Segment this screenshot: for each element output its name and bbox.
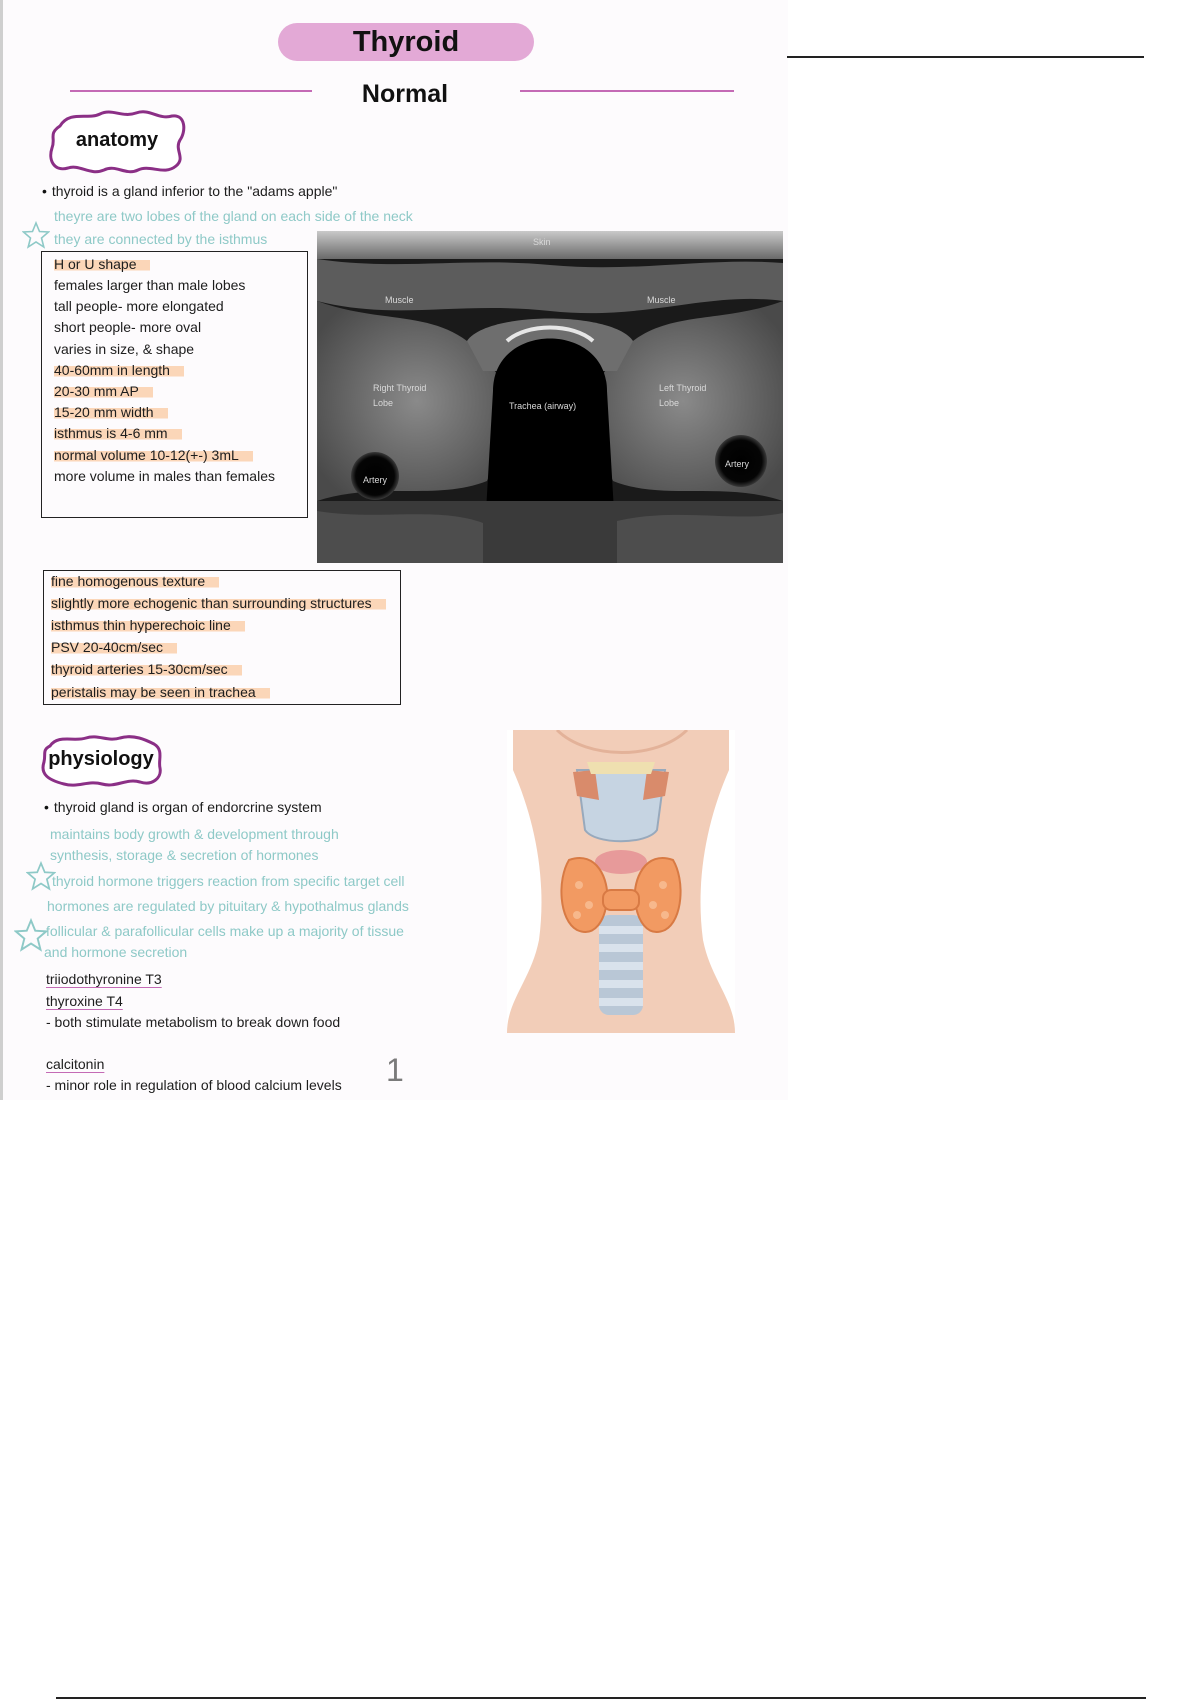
anatomy-teal-line: they are connected by the isthmus: [54, 231, 268, 247]
us-label-skin: Skin: [533, 237, 551, 247]
us-label-left-lobe: Left Thyroid: [659, 383, 707, 393]
echo-fact-line: fine homogenous texture: [51, 573, 219, 589]
us-label-right-lobe: Right Thyroid: [373, 383, 427, 393]
divider-line: [520, 90, 734, 92]
page-subtitle: Normal: [361, 80, 449, 108]
page-number: 1: [386, 1052, 404, 1088]
us-label-trachea: Trachea (airway): [509, 401, 577, 411]
star-icon: [26, 861, 56, 896]
fact-line: varies in size, & shape: [54, 341, 195, 357]
fact-line: 20-30 mm AP: [54, 383, 153, 399]
ultrasound-image: [317, 231, 783, 563]
fact-line: H or U shape: [54, 256, 150, 272]
physiology-teal-line: thyroid hormone triggers reaction from specific target cell: [52, 873, 405, 889]
physiology-heading: [38, 730, 164, 788]
us-label-artery: Artery: [363, 475, 388, 485]
fact-line: 40-60mm in length: [54, 362, 184, 378]
echo-fact-line: isthmus thin hyperechoic line: [51, 617, 245, 633]
physiology-teal-line: hormones are regulated by pituitary & hypothalmus glands: [47, 898, 409, 914]
hormone-note: - both stimulate metabolism to break down food: [46, 1014, 341, 1030]
calcitonin-label: calcitonin: [46, 1056, 105, 1072]
hormone-t3: triiodothyronine T3: [46, 971, 162, 987]
page-title: Thyroid: [278, 23, 534, 61]
anatomy-bullet: • thyroid is a gland inferior to the "adams apple": [42, 182, 337, 200]
fact-line: short people- more oval: [54, 319, 202, 335]
echo-fact-line: PSV 20-40cm/sec: [51, 639, 177, 655]
calcitonin-note: - minor role in regulation of blood calcium levels: [46, 1077, 342, 1093]
divider-line: [787, 56, 1144, 58]
physiology-bullet: • thyroid gland is organ of endorcrine system: [44, 798, 322, 816]
us-label-artery: Artery: [725, 459, 750, 469]
fact-line: more volume in males than females: [54, 468, 275, 484]
anatomy-heading: [46, 104, 188, 176]
fact-line: isthmus is 4-6 mm: [54, 425, 182, 441]
us-label-muscle: Muscle: [385, 295, 414, 305]
us-label-muscle: Muscle: [647, 295, 676, 305]
hormone-t4: thyroxine T4: [46, 993, 123, 1009]
echo-fact-line: thyroid arteries 15-30cm/sec: [51, 661, 242, 677]
thyroid-illustration: [507, 730, 735, 1033]
anatomy-heading-label: anatomy: [75, 128, 159, 151]
physiology-teal-line: maintains body growth & development through: [50, 826, 339, 842]
physiology-teal-line: follicular & parafollicular cells make up a majority of tissue: [46, 923, 404, 939]
anatomy-teal-line: theyre are two lobes of the gland on each side of the neck: [54, 208, 413, 224]
physiology-teal-line: and hormone secretion: [44, 944, 188, 960]
fact-line: normal volume 10-12(+-) 3mL: [54, 447, 253, 463]
echo-fact-line: peristalis may be seen in trachea: [51, 684, 270, 700]
us-label-left-lobe: Lobe: [659, 398, 680, 408]
echo-fact-line: slightly more echogenic than surrounding structures: [51, 595, 386, 611]
divider-line: [70, 90, 312, 92]
physiology-teal-line: synthesis, storage & secretion of hormones: [50, 847, 319, 863]
star-icon: [22, 221, 50, 254]
physiology-heading-label: physiology: [48, 747, 154, 770]
fact-line: females larger than male lobes: [54, 277, 246, 293]
us-label-right-lobe: Lobe: [373, 398, 394, 408]
fact-line: tall people- more elongated: [54, 298, 224, 314]
fact-line: 15-20 mm width: [54, 404, 168, 420]
divider-line: [56, 1697, 1146, 1699]
star-icon: [14, 918, 48, 957]
